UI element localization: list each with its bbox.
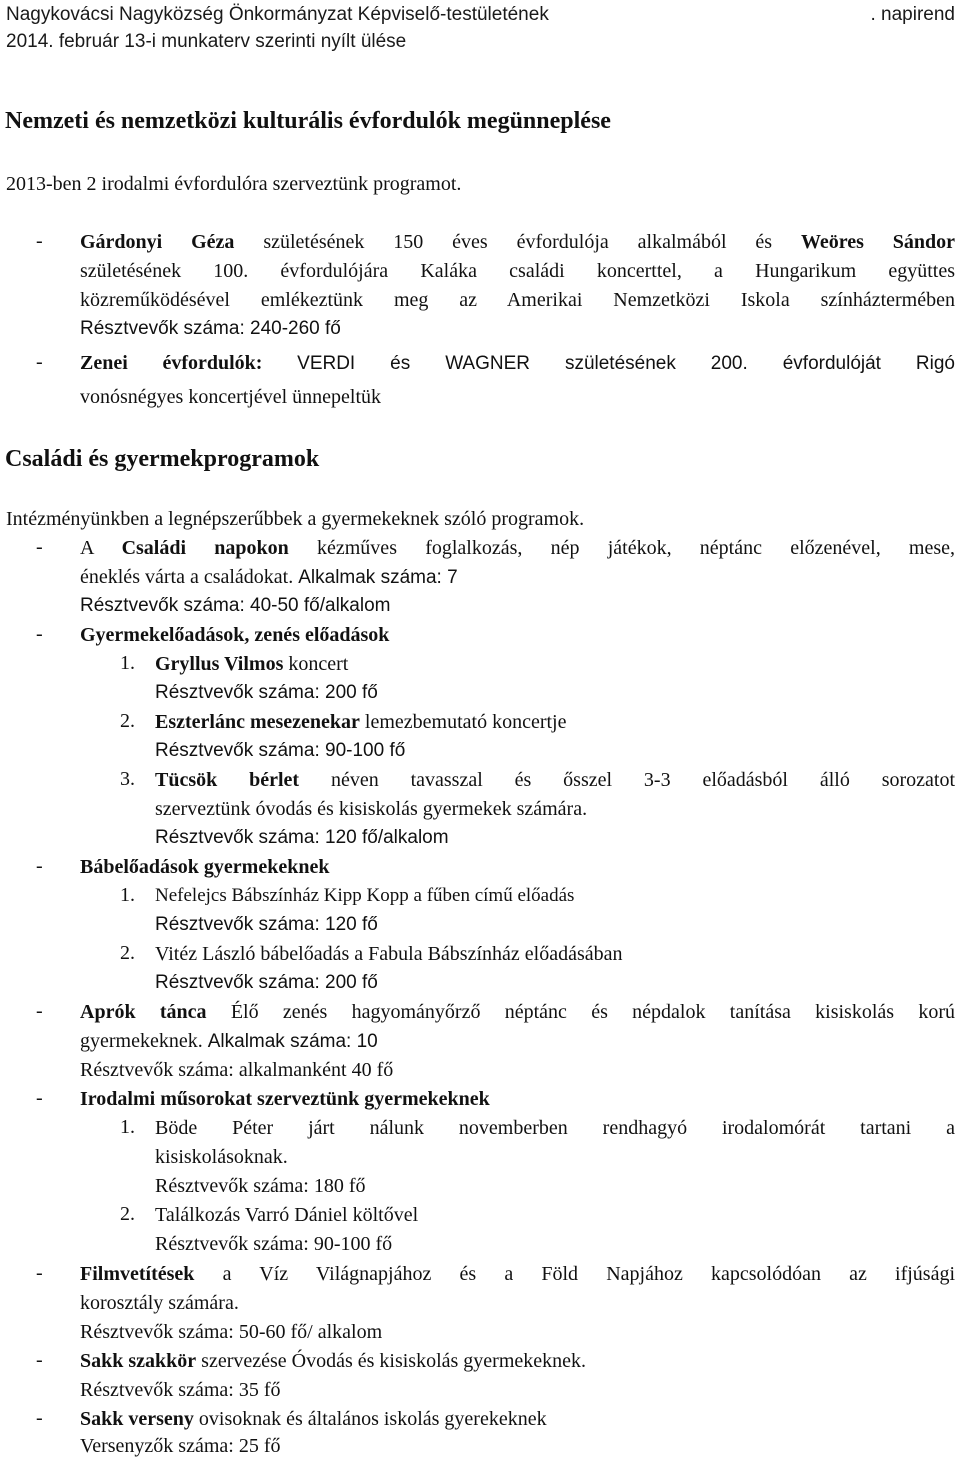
event-line: vonósnégyes koncertjével ünnepeltük bbox=[80, 386, 382, 408]
bold-text: Eszterlánc mesezenekar bbox=[155, 711, 360, 733]
dance-line bbox=[80, 1029, 378, 1054]
kids-show-3 bbox=[155, 768, 955, 792]
chess-contest bbox=[80, 1407, 547, 1431]
event-gardonyi-weores bbox=[80, 230, 955, 254]
film-line: korosztály számára. bbox=[80, 1292, 239, 1314]
bold-text: Weöres Sándor bbox=[800, 231, 956, 253]
bold-text: Aprók tánca bbox=[80, 1001, 207, 1023]
chess-club bbox=[80, 1349, 586, 1373]
literary-2: Találkozás Varró Dániel költővel bbox=[155, 1204, 419, 1226]
header-subtitle: 2014. február 13-i munkaterv szerinti nyílt ülése bbox=[6, 31, 407, 52]
header-agenda: . napirend bbox=[870, 4, 955, 25]
text: gyermekeknek. bbox=[80, 1030, 203, 1052]
text: kézműves foglalkozás, nép játékok, néptánc előzenével, mese, bbox=[317, 537, 956, 559]
text: néven tavasszal és ősszel 3-3 előadásból álló sorozatot bbox=[330, 769, 956, 791]
kids-show-3-line: szerveztünk óvodás és kisiskolás gyermekek számára. bbox=[155, 798, 588, 820]
bullet-dash: - bbox=[36, 1349, 43, 1371]
bullet-dash: - bbox=[36, 855, 43, 877]
literary-1: Böde Péter járt nálunk novemberben rendhagyó irodalomórát tartani a bbox=[155, 1117, 955, 1139]
bold-text: Gyermekelőadások, zenés előadások bbox=[80, 624, 390, 646]
participants: Résztvevők száma: 200 fő bbox=[155, 972, 378, 993]
literary-1-line: kisiskolásoknak. bbox=[155, 1146, 288, 1168]
section2-title: Családi és gyermekprogramok bbox=[5, 446, 320, 472]
item-number: 3. bbox=[120, 768, 135, 790]
section1-intro: 2013-ben 2 irodalmi évfordulóra szerveztünk programot. bbox=[6, 173, 462, 195]
participants: Versenyzők száma: 25 fő bbox=[80, 1435, 281, 1457]
text: lemezbemutató koncertje bbox=[364, 711, 567, 733]
event-line: születésének 100. évfordulójára Kaláka családi koncerttel, a Hungarikum együttes bbox=[80, 260, 955, 282]
bold-text: Zenei évfordulók: bbox=[80, 352, 263, 374]
participants: Résztvevők száma: 50-60 fő/ alkalom bbox=[80, 1321, 383, 1343]
item-number: 2. bbox=[120, 710, 135, 732]
participants: Résztvevők száma: 120 fő bbox=[155, 914, 378, 935]
bold-text: Irodalmi műsorokat szerveztünk gyermekeknek bbox=[80, 1088, 490, 1110]
text: Alkalmak száma: 10 bbox=[207, 1031, 378, 1052]
event-verdi-wagner bbox=[80, 351, 955, 376]
family-days bbox=[80, 536, 955, 560]
item-number: 1. bbox=[120, 1116, 135, 1138]
section2-intro: Intézményünkben a legnépszerűbbek a gyermekeknek szóló programok. bbox=[6, 508, 585, 530]
item-number: 1. bbox=[120, 884, 135, 906]
text: a Víz Világnapjához és a Föld Napjához kapcsolódóan az ifjúsági bbox=[222, 1263, 956, 1285]
text: éneklés várta a családokat. bbox=[80, 566, 294, 588]
text: szervezése Óvodás és kisiskolás gyermekeknek. bbox=[201, 1350, 587, 1372]
bold-text: Filmvetítések bbox=[80, 1263, 195, 1285]
text: ovisoknak és általános iskolás gyerekeknek bbox=[198, 1408, 547, 1430]
participants: Résztvevők száma: 90-100 fő bbox=[155, 1233, 393, 1255]
kids-shows-title bbox=[80, 623, 389, 647]
item-number: 2. bbox=[120, 942, 135, 964]
bullet-dash: - bbox=[36, 623, 43, 645]
item-number: 2. bbox=[120, 1203, 135, 1225]
participants: Résztvevők száma: 180 fő bbox=[155, 1175, 366, 1197]
participants: Résztvevők száma: 90-100 fő bbox=[155, 740, 406, 761]
text: születésének 150 éves évfordulója alkalmából és bbox=[263, 231, 773, 253]
text: Alkalmak száma: 7 bbox=[298, 567, 458, 588]
bullet-dash: - bbox=[36, 230, 43, 252]
header-title: Nagykovácsi Nagyközség Önkormányzat Képviselő-testületének bbox=[6, 4, 549, 25]
participants: Résztvevők száma: alkalmanként 40 fő bbox=[80, 1059, 394, 1081]
participants: Résztvevők száma: 240-260 fő bbox=[80, 318, 341, 339]
kids-show-1 bbox=[155, 652, 348, 676]
text: VERDI és WAGNER születésének 200. évfordulóját Rigó bbox=[297, 353, 955, 374]
bold-text: Gryllus Vilmos bbox=[155, 653, 284, 675]
kids-show-2 bbox=[155, 710, 567, 734]
puppet-1: Nefelejcs Bábszínház Kipp Kopp a fűben című előadás bbox=[155, 885, 575, 906]
participants: Résztvevők száma: 200 fő bbox=[155, 682, 378, 703]
puppet-title bbox=[80, 855, 329, 879]
section1-title: Nemzeti és nemzetközi kulturális évfordulók megünneplése bbox=[5, 108, 611, 134]
text: A bbox=[80, 537, 94, 559]
text: Élő zenés hagyományőrző néptánc és népdalok tanítása kisiskolás korú bbox=[230, 1001, 955, 1023]
bold-text: Tücsök bérlet bbox=[155, 769, 300, 791]
puppet-2: Vitéz László bábelőadás a Fabula Bábszínház előadásában bbox=[155, 943, 623, 965]
bullet-dash: - bbox=[36, 1407, 43, 1429]
bold-text: Sakk szakkör bbox=[80, 1350, 197, 1372]
participants: Résztvevők száma: 120 fő/alkalom bbox=[155, 827, 449, 848]
bold-text: Gárdonyi Géza bbox=[80, 231, 235, 253]
bullet-dash: - bbox=[36, 536, 43, 558]
film bbox=[80, 1262, 955, 1286]
bullet-dash: - bbox=[36, 351, 43, 373]
participants: Résztvevők száma: 40-50 fő/alkalom bbox=[80, 595, 391, 616]
family-line bbox=[80, 565, 458, 590]
event-line: közreműködésével emlékeztünk meg az Amerikai Nemzetközi Iskola színháztermében bbox=[80, 289, 955, 311]
bold-text: Családi napokon bbox=[121, 537, 289, 559]
bullet-dash: - bbox=[36, 1087, 43, 1109]
bold-text: Bábelőadások gyermekeknek bbox=[80, 856, 330, 878]
dance bbox=[80, 1000, 955, 1024]
bold-text: Sakk verseny bbox=[80, 1408, 194, 1430]
bullet-dash: - bbox=[36, 1000, 43, 1022]
literary-title bbox=[80, 1087, 490, 1111]
participants: Résztvevők száma: 35 fő bbox=[80, 1379, 281, 1401]
bullet-dash: - bbox=[36, 1262, 43, 1284]
item-number: 1. bbox=[120, 652, 135, 674]
text: koncert bbox=[288, 653, 349, 675]
